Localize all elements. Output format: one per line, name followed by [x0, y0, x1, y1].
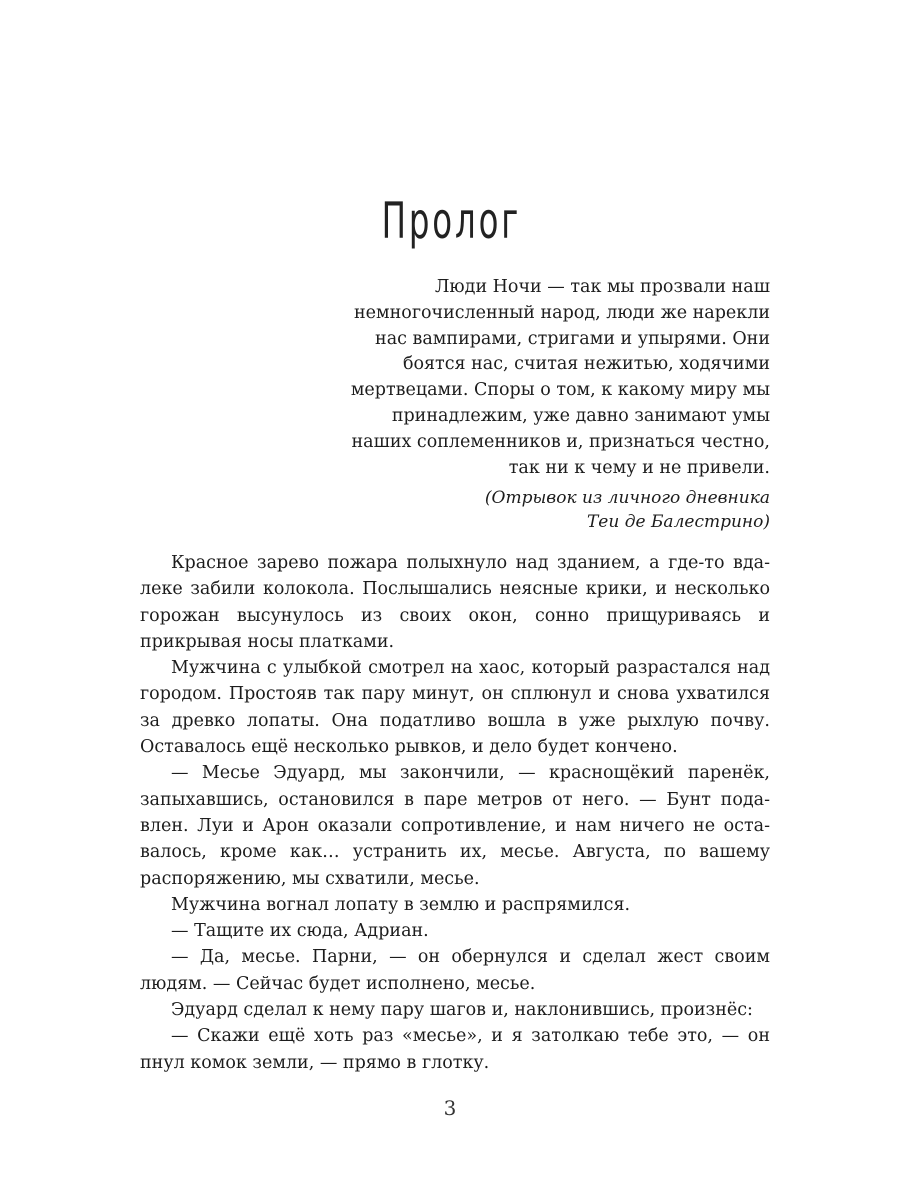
paragraph: Красное зарево пожара полыхнуло над зданием, а где-то вдалеке забили колокола. Послышались неясные крики, и несколько горожан высунулось из своих окон, сонно прищуриваясь и прикрывая носы платками. [140, 553, 770, 652]
chapter-title: Пролог [381, 192, 522, 250]
epigraph-line: немногочисленный народ, люди же нарекли [353, 302, 770, 323]
epigraph-source-line: (Отрывок из личного дневника [484, 488, 770, 509]
epigraph-line: принадлежим, уже давно занимают умы [391, 405, 770, 426]
epigraph-line: мертвецами. Споры о том, к какому миру мы [350, 380, 770, 401]
page-number: 3 [443, 1096, 457, 1120]
epigraph-line: наших соплеменников и, признаться честно, [351, 431, 770, 452]
paragraph: Эдуард сделал к нему пару шагов и, наклонившись, произнёс: [171, 1000, 753, 1021]
paragraph: — Скажи ещё хоть раз «месье», и я затолкаю тебе это, — он пнул комок земли, — прямо в глотку. [140, 1026, 770, 1073]
epigraph-line: нас вампирами, стригами и упырями. Они [375, 328, 770, 349]
epigraph [330, 275, 770, 534]
paragraph: — Да, месье. Парни, — он обернулся и сделал жест своим людям. — Сейчас будет исполнено, месье. [140, 947, 770, 994]
body-text [140, 550, 770, 1076]
paragraph: Мужчина вогнал лопату в землю и распрямился. [171, 894, 631, 915]
epigraph-line: боятся нас, считая нежитью, ходячими [402, 354, 770, 375]
paragraph: Мужчина с улыбкой смотрел на хаос, который разрастался над городом. Простояв так пару минут, он сплюнул и снова ухватился за древко лопаты. Она податливо вошла в уже рыхлую почву. Оставалось ещё несколько рывков, и дело будет кончено. [140, 658, 770, 758]
epigraph-line: так ни к чему и не привели. [508, 457, 770, 478]
paragraph: — Месье Эдуард, мы закончили, — краснощёкий паренёк, запыхавшись, остановился в паре метров от него. — Бунт подавлен. Луи и Арон оказали сопротивление, и нам ничего не оставалось, кроме как… устранить их, месье. Августа, по вашему распоряжению, мы схватили, месье. [140, 763, 770, 889]
epigraph-line: Люди Ночи — так мы прозвали наш [434, 277, 770, 297]
epigraph-source-line: Теи де Балестрино) [586, 512, 770, 533]
epigraph-source [330, 486, 770, 534]
paragraph: — Тащите их сюда, Адриан. [171, 921, 429, 942]
